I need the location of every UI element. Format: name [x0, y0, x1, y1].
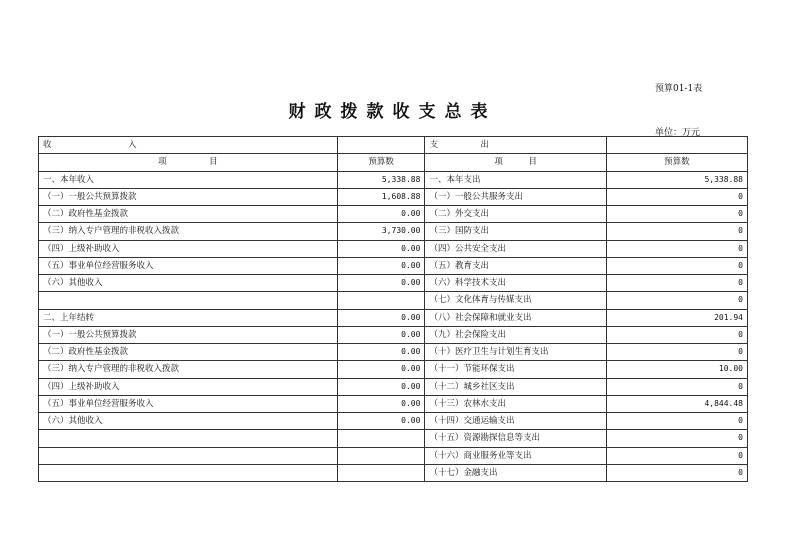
- expense-value-cell: 0: [606, 275, 747, 292]
- income-item-cell: [39, 464, 338, 481]
- expense-value-cell: 0: [606, 344, 747, 361]
- expense-item-cell: （十一）节能环保支出: [425, 361, 606, 378]
- expense-item-cell: （三）国防支出: [425, 223, 606, 240]
- income-value-cell: 0.00: [337, 413, 425, 430]
- table-row: [39, 292, 748, 309]
- expense-item-cell: （九）社会保险支出: [425, 326, 606, 343]
- income-item-cell: （一）一般公共预算拨款: [39, 188, 338, 205]
- expense-value-cell: 0: [606, 378, 747, 395]
- table-row: [39, 447, 748, 464]
- income-value-cell: 0.00: [337, 378, 425, 395]
- table-row: [39, 326, 748, 343]
- income-item-cell: （五）事业单位经营服务收入: [39, 257, 338, 274]
- table-row: [39, 430, 748, 447]
- expense-header: 支 出: [425, 137, 606, 154]
- table-subheader-row: [39, 154, 748, 171]
- income-item-header: 项 目: [39, 154, 338, 171]
- expense-value-cell: 0: [606, 257, 747, 274]
- income-item-cell: （三）纳入专户管理的非税收入拨款: [39, 361, 338, 378]
- income-budget-header: 预算数: [337, 154, 425, 171]
- expense-item-cell: （十）医疗卫生与计划生育支出: [425, 344, 606, 361]
- expense-value-cell: 0: [606, 292, 747, 309]
- income-item-cell: （二）政府性基金拨款: [39, 344, 338, 361]
- expense-item-cell: （五）教育支出: [425, 257, 606, 274]
- income-item-cell: 二、上年结转: [39, 309, 338, 326]
- expense-value-cell: 0: [606, 430, 747, 447]
- expense-value-cell: 0: [606, 326, 747, 343]
- income-item-cell: （四）上级补助收入: [39, 378, 338, 395]
- income-header-blank: [337, 137, 425, 154]
- expense-item-cell: （八）社会保障和就业支出: [425, 309, 606, 326]
- table-row: [39, 361, 748, 378]
- income-item-cell: [39, 292, 338, 309]
- income-value-cell: 1,608.88: [337, 188, 425, 205]
- expense-value-cell: 0: [606, 240, 747, 257]
- income-value-cell: 0.00: [337, 326, 425, 343]
- expense-value-cell: 0: [606, 188, 747, 205]
- expense-value-cell: 201.94: [606, 309, 747, 326]
- expense-item-cell: （十六）商业服务业等支出: [425, 447, 606, 464]
- expense-item-cell: （十五）资源勘探信息等支出: [425, 430, 606, 447]
- income-item-cell: （六）其他收入: [39, 275, 338, 292]
- table-row: [39, 275, 748, 292]
- income-value-cell: 5,338.88: [337, 171, 425, 188]
- table-row: [39, 395, 748, 412]
- expense-item-cell: （十二）城乡社区支出: [425, 378, 606, 395]
- table-row: [39, 413, 748, 430]
- table-row: [39, 378, 748, 395]
- table-row: [39, 309, 748, 326]
- income-value-cell: [337, 464, 425, 481]
- income-item-cell: [39, 447, 338, 464]
- table-row: [39, 464, 748, 481]
- expense-item-cell: （二）外交支出: [425, 206, 606, 223]
- income-value-cell: 0.00: [337, 344, 425, 361]
- income-value-cell: 0.00: [337, 361, 425, 378]
- income-value-cell: 0.00: [337, 275, 425, 292]
- expense-value-cell: 0: [606, 223, 747, 240]
- expense-item-cell: （六）科学技术支出: [425, 275, 606, 292]
- income-item-cell: （四）上级补助收入: [39, 240, 338, 257]
- income-item-cell: [39, 430, 338, 447]
- table-body: [39, 171, 748, 482]
- income-value-cell: 0.00: [337, 309, 425, 326]
- expense-item-cell: （十三）农林水支出: [425, 395, 606, 412]
- expense-budget-header: 预算数: [606, 154, 747, 171]
- income-value-cell: [337, 447, 425, 464]
- income-value-cell: 0.00: [337, 395, 425, 412]
- expense-item-header: 项 目: [425, 154, 606, 171]
- income-value-cell: 0.00: [337, 240, 425, 257]
- income-value-cell: [337, 430, 425, 447]
- expense-value-cell: 4,844.48: [606, 395, 747, 412]
- page-title: 财政拨款收支总表: [288, 102, 497, 122]
- budget-summary-table: [38, 136, 748, 482]
- unit-label: 单位：万元: [655, 128, 701, 138]
- expense-item-cell: （一）一般公共服务支出: [425, 188, 606, 205]
- income-item-cell: （一）一般公共预算拨款: [39, 326, 338, 343]
- table-row: [39, 171, 748, 188]
- income-value-cell: 0.00: [337, 257, 425, 274]
- expense-item-cell: （四）公共安全支出: [425, 240, 606, 257]
- expense-value-cell: 0: [606, 447, 747, 464]
- income-item-cell: （三）纳入专户管理的非税收入拨款: [39, 223, 338, 240]
- expense-value-cell: 10.00: [606, 361, 747, 378]
- table-row: [39, 188, 748, 205]
- income-header: 收 入: [39, 137, 338, 154]
- expense-value-cell: 0: [606, 206, 747, 223]
- table-row: [39, 240, 748, 257]
- expense-value-cell: 5,338.88: [606, 171, 747, 188]
- expense-value-cell: 0: [606, 413, 747, 430]
- expense-value-cell: 0: [606, 464, 747, 481]
- table-row: [39, 344, 748, 361]
- income-value-cell: 3,730.00: [337, 223, 425, 240]
- income-value-cell: [337, 292, 425, 309]
- income-value-cell: 0.00: [337, 206, 425, 223]
- table-header-row: [39, 137, 748, 154]
- income-item-cell: （六）其他收入: [39, 413, 338, 430]
- expense-header-blank: [606, 137, 747, 154]
- table-number-label: 预算01-1表: [655, 84, 703, 94]
- expense-item-cell: （十七）金融支出: [425, 464, 606, 481]
- expense-item-cell: （七）文化体育与传媒支出: [425, 292, 606, 309]
- table-row: [39, 223, 748, 240]
- income-item-cell: （五）事业单位经营服务收入: [39, 395, 338, 412]
- income-item-cell: （二）政府性基金拨款: [39, 206, 338, 223]
- table-row: [39, 206, 748, 223]
- expense-item-cell: 一、本年支出: [425, 171, 606, 188]
- expense-item-cell: （十四）交通运输支出: [425, 413, 606, 430]
- table-row: [39, 257, 748, 274]
- income-item-cell: 一、本年收入: [39, 171, 338, 188]
